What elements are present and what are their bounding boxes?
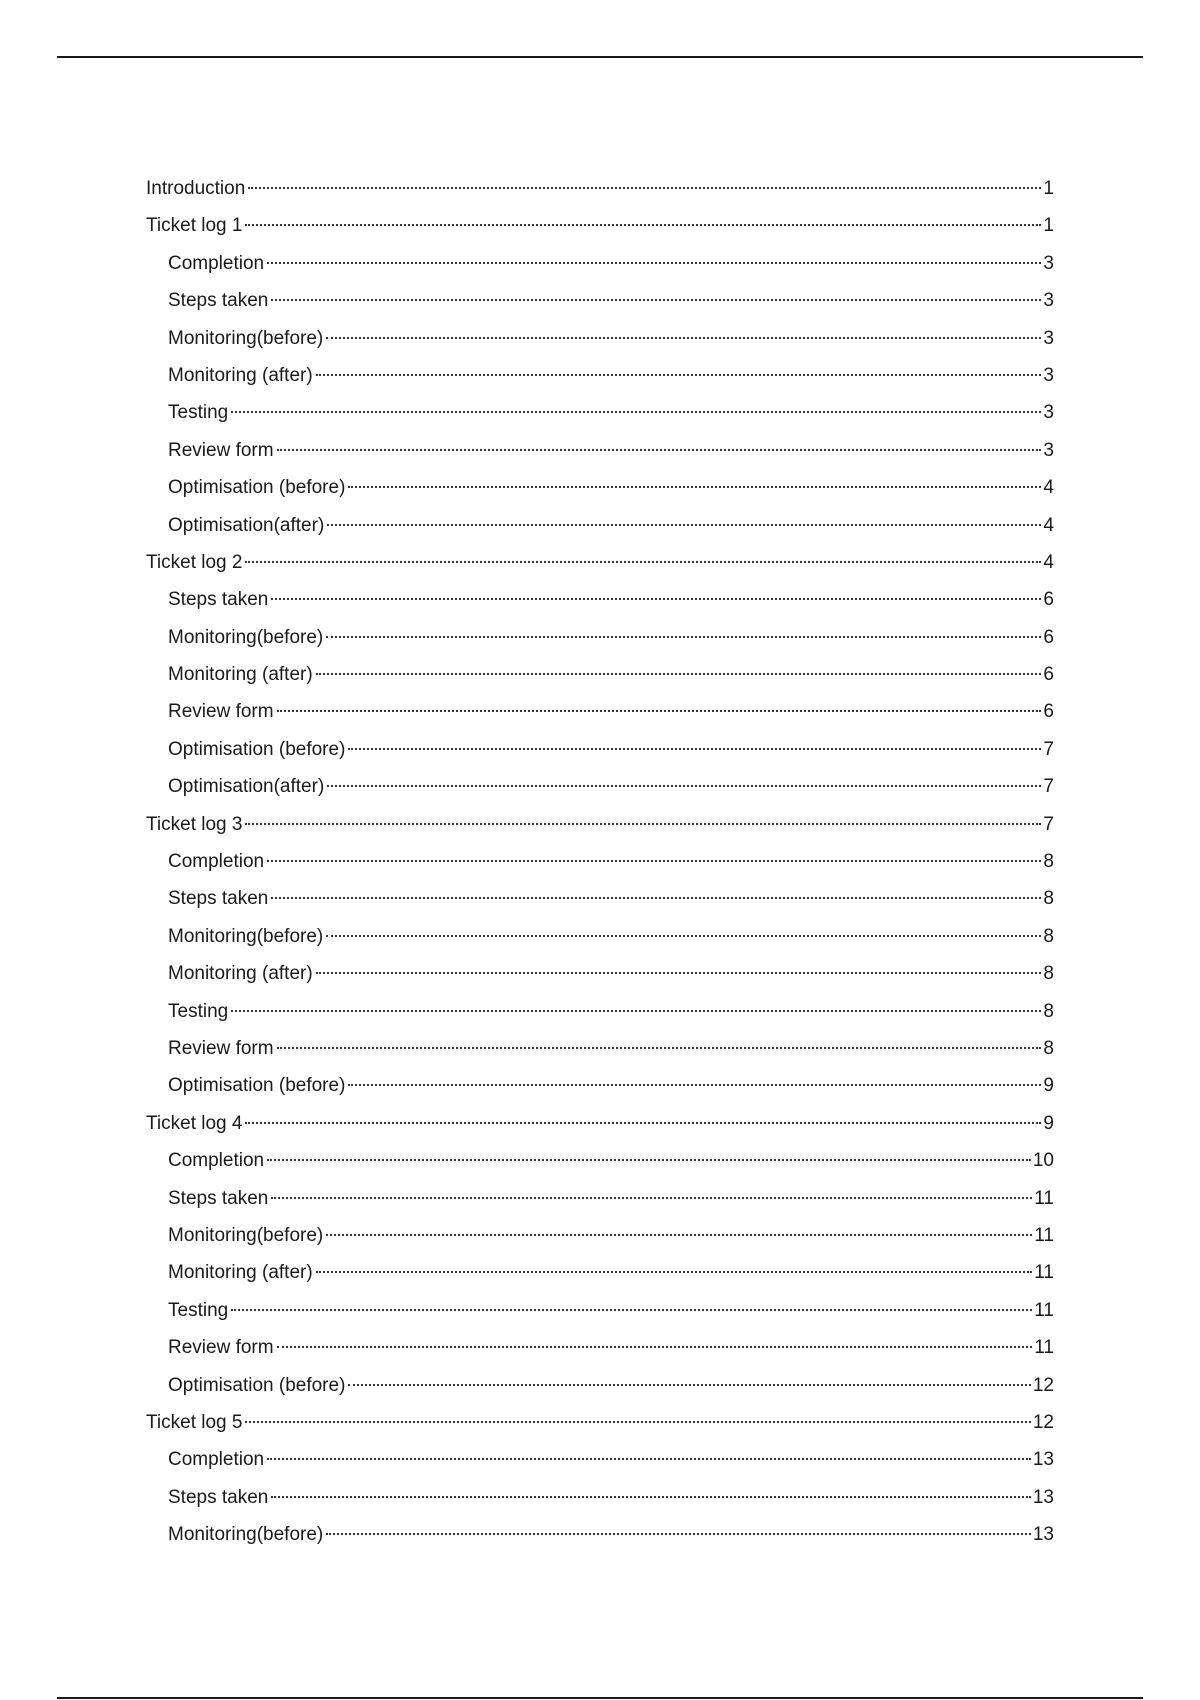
toc-entry-page-number: 6 (1043, 589, 1054, 611)
toc-entry[interactable] (146, 1067, 1054, 1104)
dot-leader (348, 1384, 1030, 1386)
toc-entry-title: Monitoring (after) (168, 1262, 313, 1284)
toc-entry[interactable] (146, 432, 1054, 469)
dot-leader (277, 1047, 1042, 1049)
toc-entry-page-number: 8 (1043, 963, 1054, 985)
dot-leader (245, 1421, 1030, 1423)
dot-leader (245, 224, 1041, 226)
toc-entry-title: Completion (168, 1449, 265, 1471)
dot-leader (326, 636, 1041, 638)
toc-entry[interactable] (146, 1479, 1054, 1516)
toc-entry[interactable] (146, 357, 1054, 394)
toc-entry-page-number: 6 (1043, 664, 1054, 686)
toc-entry[interactable] (146, 918, 1054, 955)
toc-entry-title: Monitoring(before) (168, 925, 324, 947)
toc-entry-title: Steps taken (168, 589, 269, 611)
toc-entry-title: Review form (168, 701, 274, 723)
toc-entry[interactable] (146, 1105, 1054, 1142)
toc-entry[interactable] (146, 731, 1054, 768)
toc-entry-page-number: 8 (1043, 888, 1054, 910)
toc-entry-page-number: 3 (1043, 252, 1054, 274)
toc-entry[interactable] (146, 1142, 1054, 1179)
toc-entry-page-number: 1 (1043, 215, 1054, 237)
toc-entry[interactable] (146, 581, 1054, 618)
dot-leader (277, 449, 1042, 451)
dot-leader (267, 1458, 1031, 1460)
toc-entry[interactable] (146, 170, 1054, 207)
toc-entry-page-number: 8 (1043, 851, 1054, 873)
toc-entry-title: Monitoring(before) (168, 327, 324, 349)
dot-leader (231, 1309, 1032, 1311)
dot-leader (326, 1234, 1032, 1236)
dot-leader (271, 1197, 1032, 1199)
toc-entry-title: Steps taken (168, 290, 269, 312)
toc-entry-title: Introduction (146, 178, 246, 199)
toc-entry[interactable] (146, 955, 1054, 992)
dot-leader (245, 823, 1041, 825)
toc-entry[interactable] (146, 843, 1054, 880)
toc-entry-page-number: 11 (1034, 1262, 1054, 1284)
toc-entry[interactable] (146, 507, 1054, 544)
dot-leader (271, 1496, 1031, 1498)
toc-entry-page-number: 3 (1043, 402, 1054, 424)
toc-entry-page-number: 13 (1032, 1486, 1054, 1508)
toc-entry-page-number: 12 (1032, 1411, 1054, 1433)
toc-entry-title: Testing (168, 1299, 229, 1321)
toc-entry[interactable] (146, 1030, 1054, 1067)
toc-entry-title: Completion (168, 252, 265, 274)
toc-entry-page-number: 10 (1032, 1150, 1054, 1172)
toc-entry-title: Monitoring (after) (168, 664, 313, 686)
dot-leader (326, 935, 1041, 937)
toc-entry-page-number: 11 (1034, 1224, 1054, 1246)
toc-entry[interactable] (146, 693, 1054, 730)
toc-entry-title: Testing (168, 402, 229, 424)
toc-entry-title: Ticket log 5 (146, 1411, 243, 1433)
toc-entry-page-number: 11 (1034, 1299, 1054, 1321)
toc-entry-title: Ticket log 2 (146, 551, 243, 573)
dot-leader (326, 1533, 1031, 1535)
toc-entry-page-number: 11 (1034, 1337, 1054, 1359)
toc-entry-title: Optimisation(after) (168, 514, 325, 536)
toc-entry-page-number: 6 (1043, 701, 1054, 723)
toc-entry-page-number: 7 (1043, 813, 1054, 835)
toc-entry-page-number: 11 (1034, 1187, 1054, 1209)
toc-entry[interactable] (146, 544, 1054, 581)
toc-entry-page-number: 3 (1043, 290, 1054, 312)
toc-entry-title: Monitoring(before) (168, 626, 324, 648)
dot-leader (348, 1084, 1041, 1086)
toc-entry-page-number: 12 (1032, 1374, 1054, 1396)
dot-leader (245, 561, 1041, 563)
toc-entry-title: Steps taken (168, 1187, 269, 1209)
toc-entry-title: Optimisation (before) (168, 1374, 346, 1396)
toc-entry[interactable] (146, 993, 1054, 1030)
toc-entry-title: Ticket log 1 (146, 215, 243, 237)
toc-entry-title: Monitoring (after) (168, 963, 313, 985)
toc-entry-page-number: 9 (1043, 1112, 1054, 1134)
toc-entry[interactable] (146, 394, 1054, 431)
toc-entry[interactable] (146, 245, 1054, 282)
toc-entry[interactable] (146, 207, 1054, 244)
toc-entry-page-number: 13 (1032, 1449, 1054, 1471)
toc-entry-page-number: 9 (1043, 1075, 1054, 1097)
toc-entry-title: Steps taken (168, 888, 269, 910)
toc-entry-page-number: 7 (1043, 776, 1054, 798)
toc-entry-title: Completion (168, 851, 265, 873)
dot-leader (271, 598, 1041, 600)
dot-leader (316, 972, 1042, 974)
toc-entry[interactable] (146, 880, 1054, 917)
toc-entry-page-number: 4 (1043, 514, 1054, 536)
toc-entry-page-number: 4 (1043, 477, 1054, 499)
dot-leader (267, 1159, 1031, 1161)
toc-entry[interactable] (146, 619, 1054, 656)
toc-entry-page-number: 3 (1043, 364, 1054, 386)
dot-leader (271, 897, 1041, 899)
dot-leader (316, 374, 1042, 376)
footer-rule (57, 1697, 1143, 1699)
toc-entry-title: Completion (168, 1150, 265, 1172)
toc-entry-page-number: 3 (1043, 439, 1054, 461)
toc-entry[interactable] (146, 1292, 1054, 1329)
dot-leader (231, 411, 1041, 413)
toc-entry-title: Optimisation(after) (168, 776, 325, 798)
toc-entry-page-number: 3 (1043, 327, 1054, 349)
toc-entry-title: Optimisation (before) (168, 1075, 346, 1097)
toc-entry[interactable] (146, 1367, 1054, 1404)
toc-entry-title: Review form (168, 1337, 274, 1359)
dot-leader (327, 524, 1041, 526)
dot-leader (316, 1271, 1033, 1273)
toc-entry[interactable] (146, 1180, 1054, 1217)
header-rule (57, 56, 1143, 58)
toc-entry[interactable] (146, 1441, 1054, 1478)
toc-entry-title: Ticket log 4 (146, 1112, 243, 1134)
toc-entry[interactable] (146, 1217, 1054, 1254)
toc-entry[interactable] (146, 1516, 1054, 1553)
toc-entry-page-number: 1 (1043, 178, 1054, 199)
dot-leader (267, 262, 1041, 264)
toc-entry-page-number: 7 (1043, 738, 1054, 760)
toc-entry-title: Monitoring(before) (168, 1524, 324, 1546)
toc-entry[interactable] (146, 1329, 1054, 1366)
toc-entry-title: Optimisation (before) (168, 738, 346, 760)
toc-entry[interactable] (146, 1254, 1054, 1291)
toc-entry[interactable] (146, 1404, 1054, 1441)
table-of-contents (146, 170, 1054, 1553)
toc-entry-page-number: 8 (1043, 925, 1054, 947)
toc-entry[interactable] (146, 806, 1054, 843)
dot-leader (277, 710, 1042, 712)
toc-entry[interactable] (146, 320, 1054, 357)
dot-leader (231, 1010, 1041, 1012)
dot-leader (348, 486, 1041, 488)
toc-entry[interactable] (146, 768, 1054, 805)
toc-entry-page-number: 4 (1043, 551, 1054, 573)
toc-entry-title: Monitoring (after) (168, 364, 313, 386)
dot-leader (327, 785, 1041, 787)
dot-leader (245, 1122, 1041, 1124)
dot-leader (267, 860, 1041, 862)
toc-entry-title: Monitoring(before) (168, 1224, 324, 1246)
dot-leader (271, 299, 1041, 301)
toc-entry-page-number: 13 (1032, 1524, 1054, 1546)
toc-entry-page-number: 6 (1043, 626, 1054, 648)
toc-entry-title: Review form (168, 1037, 274, 1059)
toc-entry[interactable] (146, 656, 1054, 693)
dot-leader (326, 337, 1041, 339)
toc-entry-title: Testing (168, 1000, 229, 1022)
toc-entry-title: Review form (168, 439, 274, 461)
dot-leader (348, 748, 1041, 750)
toc-entry-title: Optimisation (before) (168, 477, 346, 499)
toc-entry[interactable] (146, 469, 1054, 506)
toc-entry-title: Steps taken (168, 1486, 269, 1508)
toc-entry-page-number: 8 (1043, 1037, 1054, 1059)
toc-entry-page-number: 8 (1043, 1000, 1054, 1022)
toc-entry-title: Ticket log 3 (146, 813, 243, 835)
dot-leader (316, 673, 1042, 675)
toc-entry[interactable] (146, 282, 1054, 319)
dot-leader (248, 187, 1041, 189)
dot-leader (277, 1346, 1033, 1348)
